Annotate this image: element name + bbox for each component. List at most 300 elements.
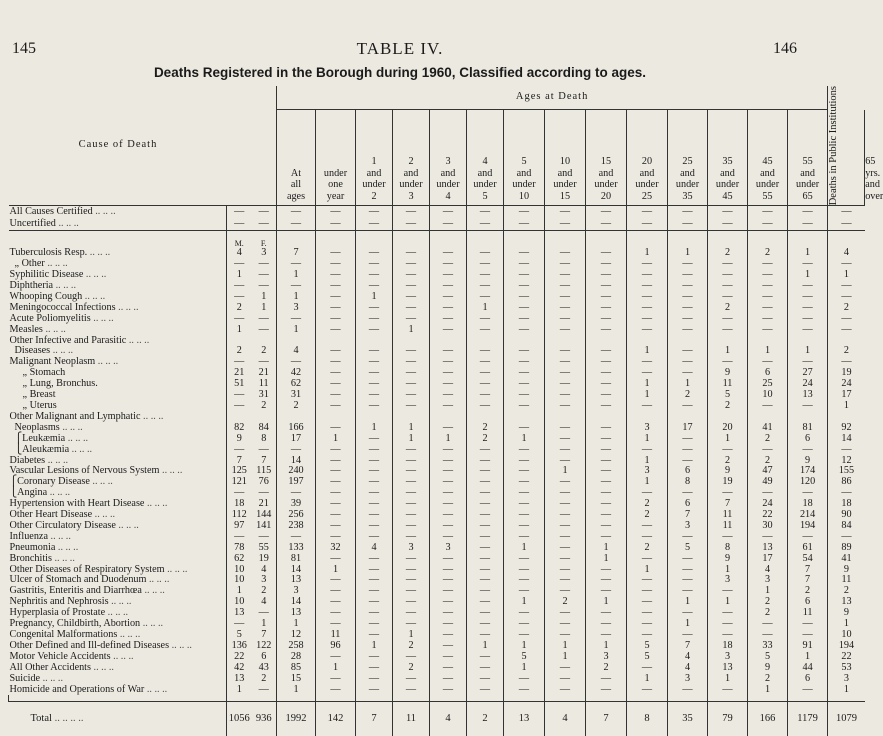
- leader-dots: .. .. ..: [45, 454, 69, 466]
- cause-label: Congenital Malformations .. .. ..: [9, 629, 141, 641]
- cell: 62: [227, 554, 252, 565]
- cell: —: [545, 630, 586, 641]
- cell: —: [393, 270, 430, 281]
- separator-cell: [467, 231, 504, 240]
- cell: —: [504, 630, 545, 641]
- leader-dots: .. .. ..: [92, 205, 116, 217]
- cell: —: [356, 630, 393, 641]
- cell: —: [316, 218, 356, 231]
- cell: —: [227, 259, 252, 270]
- cell: —: [828, 325, 865, 336]
- cell: —: [748, 259, 788, 270]
- cell: 7: [668, 510, 708, 521]
- cell: 1: [393, 423, 430, 434]
- cell: —: [393, 532, 430, 543]
- cell: —: [788, 357, 828, 368]
- cell: —: [356, 521, 393, 532]
- cell: 43: [258, 661, 269, 673]
- cell: —: [467, 521, 504, 532]
- cell: —: [356, 663, 393, 674]
- cell: —: [586, 423, 627, 434]
- cell: 33: [748, 641, 788, 652]
- cell: —: [430, 379, 467, 390]
- cell: —: [627, 586, 668, 597]
- cell: —: [258, 269, 269, 281]
- cell: 24: [788, 379, 828, 390]
- cell: —: [430, 456, 467, 467]
- total-label: Total .. .. .. ..: [9, 702, 227, 736]
- cell: —: [227, 357, 252, 368]
- cell: —: [788, 630, 828, 641]
- cell: 3: [261, 574, 267, 586]
- cell: —: [467, 554, 504, 565]
- cell: 1: [277, 292, 316, 303]
- cell: —: [467, 499, 504, 510]
- institutions-header: [828, 86, 865, 206]
- cell: 1: [627, 674, 668, 685]
- page-number-right: 146: [773, 40, 797, 57]
- cell: —: [393, 248, 430, 259]
- cell: 197: [277, 477, 316, 488]
- cell: 1: [316, 434, 356, 445]
- cell: —: [467, 488, 504, 499]
- cell: —: [708, 206, 748, 219]
- cell: —: [316, 532, 356, 543]
- cell: —: [356, 445, 393, 456]
- leader-dots: .. .. ..: [144, 683, 168, 695]
- cell: —: [393, 488, 430, 499]
- table-row: [9, 466, 865, 477]
- cell: 1: [708, 346, 748, 357]
- cell: —: [708, 445, 748, 456]
- cell: 2: [261, 399, 267, 411]
- cell: 4: [261, 596, 267, 608]
- cell: —: [504, 270, 545, 281]
- cell: 1: [504, 543, 545, 554]
- cell: —: [430, 499, 467, 510]
- cell: 144: [256, 509, 272, 521]
- separator-cell: [627, 231, 668, 240]
- cell: —: [356, 270, 393, 281]
- cell: 42: [277, 368, 316, 379]
- table-row: [9, 314, 865, 325]
- cell: —: [708, 619, 748, 630]
- leader-dots: .. .. ..: [92, 509, 116, 521]
- cell: —: [504, 346, 545, 357]
- cell: 5: [504, 652, 545, 663]
- cell: 3: [430, 543, 467, 554]
- cell: —: [586, 346, 627, 357]
- cell: 2: [828, 586, 865, 597]
- cell: —: [316, 674, 356, 685]
- cell: 3: [748, 575, 788, 586]
- cell: —: [393, 608, 430, 619]
- cell: —: [277, 206, 316, 219]
- age-col-header: 15 and under 20: [586, 110, 627, 206]
- cell: —: [545, 521, 586, 532]
- cell: 14: [277, 597, 316, 608]
- cell: —: [788, 445, 828, 456]
- cell: 31: [258, 389, 269, 401]
- cell: —: [788, 303, 828, 314]
- cell: 25: [748, 379, 788, 390]
- cell: —: [627, 259, 668, 270]
- cell: —: [258, 607, 269, 619]
- cell: 14: [277, 565, 316, 576]
- cell: 2: [748, 674, 788, 685]
- cell: 4: [277, 346, 316, 357]
- age-col-header: 3 and under 4: [430, 110, 467, 206]
- cell: 1: [316, 663, 356, 674]
- cell: —: [545, 575, 586, 586]
- cell: 1: [828, 401, 865, 412]
- cause-label: Neoplasms .. .. ..: [14, 421, 83, 433]
- cell: 238: [277, 521, 316, 532]
- cell: —: [393, 477, 430, 488]
- cell: 1: [545, 466, 586, 477]
- cell: —: [467, 619, 504, 630]
- cell: 1: [748, 586, 788, 597]
- cell: —: [586, 314, 627, 325]
- cell: —: [430, 597, 467, 608]
- cell: 2: [828, 303, 865, 314]
- cell: —: [748, 314, 788, 325]
- cause-label: Acute Poliomyelitis .. .. ..: [9, 312, 114, 324]
- cell: 3: [708, 575, 748, 586]
- cell: —: [788, 619, 828, 630]
- cell: 1: [627, 346, 668, 357]
- cell: 18: [788, 499, 828, 510]
- cell: —: [227, 445, 252, 456]
- cell: 1: [668, 248, 708, 259]
- cell: —: [828, 314, 865, 325]
- cell: 8: [708, 543, 748, 554]
- cell: 2: [627, 499, 668, 510]
- cell: 90: [828, 510, 865, 521]
- cell: —: [356, 281, 393, 292]
- cell: 141: [256, 519, 272, 531]
- cell: —: [356, 390, 393, 401]
- cell: —: [227, 619, 252, 630]
- cell: —: [708, 218, 748, 231]
- cause-label: „ Stomach: [22, 367, 66, 379]
- cell: —: [467, 477, 504, 488]
- cell: —: [277, 532, 316, 543]
- cell: 1: [788, 652, 828, 663]
- cell: 7: [277, 248, 316, 259]
- cell: 194: [788, 521, 828, 532]
- cell: —: [467, 270, 504, 281]
- cell: —: [467, 510, 504, 521]
- cause-label: Other Diseases of Respiratory System .. .. ..: [9, 563, 188, 575]
- cell: —: [748, 218, 788, 231]
- cell: —: [393, 565, 430, 576]
- cell: 3: [668, 674, 708, 685]
- cell: 240: [277, 466, 316, 477]
- cell: —: [788, 281, 828, 292]
- cell: —: [467, 532, 504, 543]
- cell: 125: [227, 466, 252, 477]
- leader-dots: .. .. ..: [140, 410, 164, 422]
- cell: 2: [467, 423, 504, 434]
- cell: 1: [828, 685, 865, 696]
- cell: —: [393, 218, 430, 231]
- cell: —: [627, 281, 668, 292]
- cell: —: [467, 586, 504, 597]
- cell: —: [227, 488, 252, 499]
- cell: —: [504, 554, 545, 565]
- cell: 2: [261, 672, 267, 684]
- cell: 7: [261, 629, 267, 641]
- cell: —: [467, 575, 504, 586]
- cell: 1: [627, 565, 668, 576]
- age-col-header: 1 and under 2: [356, 110, 393, 206]
- cell: —: [627, 357, 668, 368]
- cell: 2: [277, 401, 316, 412]
- cell: —: [467, 685, 504, 696]
- cell: 1: [261, 301, 267, 313]
- cell: 19: [708, 477, 748, 488]
- cell: —: [668, 445, 708, 456]
- cell: 258: [277, 641, 316, 652]
- cell: —: [627, 619, 668, 630]
- cell: —: [393, 575, 430, 586]
- cell: —: [545, 510, 586, 521]
- cause-label: Hyperplasia of Prostate .. .. ..: [9, 607, 129, 619]
- cell: 5: [708, 390, 748, 401]
- cell: 1: [467, 303, 504, 314]
- cell: 5: [627, 652, 668, 663]
- age-col-header: 5 and under 10: [504, 110, 545, 206]
- cell: 2: [227, 346, 252, 357]
- cell: —: [430, 554, 467, 565]
- cell: 2: [627, 543, 668, 554]
- cell: —: [356, 401, 393, 412]
- cell: —: [316, 325, 356, 336]
- cause-label: „ Breast: [22, 389, 56, 401]
- cell: —: [504, 674, 545, 685]
- cell: —: [393, 521, 430, 532]
- cell: 6: [668, 466, 708, 477]
- cell: 3: [261, 247, 267, 259]
- cell: —: [430, 663, 467, 674]
- cell: —: [393, 554, 430, 565]
- cell: —: [430, 477, 467, 488]
- cell: —: [356, 466, 393, 477]
- separator-cell: [316, 231, 356, 240]
- cell: 3: [393, 543, 430, 554]
- cause-label: All Causes Certified .. .. ..: [9, 205, 116, 217]
- cell: 3: [828, 674, 865, 685]
- cell: —: [545, 248, 586, 259]
- total-cell: 142: [316, 702, 356, 736]
- cell: 2: [467, 434, 504, 445]
- cell: 11: [708, 379, 748, 390]
- cell: 1: [356, 423, 393, 434]
- cell: —: [316, 401, 356, 412]
- cause-label: Whooping Cough .. .. ..: [9, 290, 106, 302]
- cell: —: [788, 325, 828, 336]
- cell: —: [393, 597, 430, 608]
- cell: 1: [504, 641, 545, 652]
- cell: —: [586, 379, 627, 390]
- cell: 3: [277, 586, 316, 597]
- cell: —: [545, 532, 586, 543]
- total-cell: 79: [708, 702, 748, 736]
- cell: 3: [586, 652, 627, 663]
- leader-dots: .. .. ..: [90, 312, 114, 324]
- cause-label: Tuberculosis Resp. .. .. ..: [9, 247, 111, 259]
- cell: 9: [828, 565, 865, 576]
- cell: —: [504, 325, 545, 336]
- separator-cell: [586, 231, 627, 240]
- leader-dots: .. .. ..: [144, 498, 168, 510]
- cell: 5: [227, 630, 252, 641]
- cell: —: [356, 314, 393, 325]
- table-row: [9, 259, 865, 270]
- leader-dots: .. .. ..: [115, 301, 139, 313]
- cell: 84: [828, 521, 865, 532]
- cell: —: [627, 685, 668, 696]
- cell: —: [668, 434, 708, 445]
- cell: —: [708, 325, 748, 336]
- cell: —: [393, 619, 430, 630]
- cell: 7: [708, 499, 748, 510]
- cell: —: [788, 206, 828, 219]
- cell: 3: [708, 652, 748, 663]
- cell: —: [504, 466, 545, 477]
- cell: —: [545, 368, 586, 379]
- cell: —: [430, 368, 467, 379]
- total-cell: 7: [356, 702, 393, 736]
- cell: —: [356, 346, 393, 357]
- cell: 1: [545, 641, 586, 652]
- cell: 11: [316, 630, 356, 641]
- cell: 136: [227, 641, 252, 652]
- cell: —: [788, 401, 828, 412]
- total-cell: 13: [504, 702, 545, 736]
- leader-dots: .. .. ..: [164, 563, 188, 575]
- cause-label: Homicide and Operations of War .. .. ..: [9, 683, 168, 695]
- leader-dots: .. .. ..: [50, 345, 74, 357]
- cell: —: [748, 281, 788, 292]
- cell: 11: [258, 378, 269, 390]
- cell: —: [467, 466, 504, 477]
- cell: 22: [828, 652, 865, 663]
- cell: —: [467, 565, 504, 576]
- cell: —: [356, 674, 393, 685]
- cell: —: [627, 206, 668, 219]
- cell: 2: [748, 434, 788, 445]
- cell: —: [828, 445, 865, 456]
- leader-dots: .. .. ..: [65, 432, 89, 444]
- cell: 89: [828, 543, 865, 554]
- cause-label: All Other Accidents .. .. ..: [9, 661, 114, 673]
- table-row: [9, 423, 865, 434]
- cell: —: [430, 218, 467, 231]
- cell: —: [356, 499, 393, 510]
- cell: —: [277, 357, 316, 368]
- table-row: [9, 368, 865, 379]
- cell: 2: [227, 303, 252, 314]
- cell: —: [356, 685, 393, 696]
- cell: —: [430, 608, 467, 619]
- cell: —: [258, 487, 269, 499]
- table-row: [9, 641, 865, 652]
- cell: 22: [227, 652, 252, 663]
- leader-dots: .. .. ..: [69, 443, 93, 455]
- cell: —: [627, 325, 668, 336]
- cause-label: Pneumonia .. .. ..: [9, 541, 79, 553]
- cause-label: Nephritis and Nephrosis .. .. ..: [9, 596, 132, 608]
- cell: —: [627, 597, 668, 608]
- cell: 39: [277, 499, 316, 510]
- cell: 2: [708, 456, 748, 467]
- cell: 2: [788, 586, 828, 597]
- separator-cell: [356, 231, 393, 240]
- cell: 49: [748, 477, 788, 488]
- cell: —: [356, 488, 393, 499]
- cell: —: [393, 685, 430, 696]
- cell: 2: [393, 641, 430, 652]
- cell: 10: [227, 575, 252, 586]
- mf-header-spacer: [227, 86, 277, 206]
- leader-dots: .. .. ..: [51, 552, 75, 564]
- cell: 11: [708, 510, 748, 521]
- cause-label: Other Heart Disease .. .. ..: [9, 509, 116, 521]
- cell: —: [356, 325, 393, 336]
- cell: —: [586, 218, 627, 231]
- cell: —: [316, 597, 356, 608]
- table-row: [9, 379, 865, 390]
- cell: —: [356, 368, 393, 379]
- cell: 12: [828, 456, 865, 467]
- cell: —: [708, 630, 748, 641]
- cell: —: [467, 379, 504, 390]
- cell: 20: [708, 423, 748, 434]
- cell: —: [504, 619, 545, 630]
- cell: —: [430, 488, 467, 499]
- separator-cell: [252, 231, 277, 240]
- cell: 166: [277, 423, 316, 434]
- cell: —: [788, 259, 828, 270]
- cell: 6: [788, 597, 828, 608]
- cause-label: Meningococcal Infections .. .. ..: [9, 301, 139, 313]
- leader-dots: .. .. ..: [90, 661, 114, 673]
- cell: —: [504, 488, 545, 499]
- cell: 1: [788, 248, 828, 259]
- leader-dots: .. .. ..: [83, 269, 107, 281]
- cell: 47: [748, 466, 788, 477]
- cell: —: [545, 379, 586, 390]
- cell: —: [627, 532, 668, 543]
- cell: —: [708, 532, 748, 543]
- cell: —: [316, 652, 356, 663]
- cell: —: [586, 532, 627, 543]
- cell: —: [586, 281, 627, 292]
- total-cell: 7: [586, 702, 627, 736]
- cell: 174: [788, 466, 828, 477]
- cell: —: [277, 445, 316, 456]
- cell: 1: [504, 663, 545, 674]
- cell: 2: [627, 510, 668, 521]
- all-causes-row: [9, 206, 865, 219]
- cell: —: [504, 521, 545, 532]
- cell: —: [467, 357, 504, 368]
- cell: —: [828, 259, 865, 270]
- cell: —: [467, 325, 504, 336]
- table-row: [9, 586, 865, 597]
